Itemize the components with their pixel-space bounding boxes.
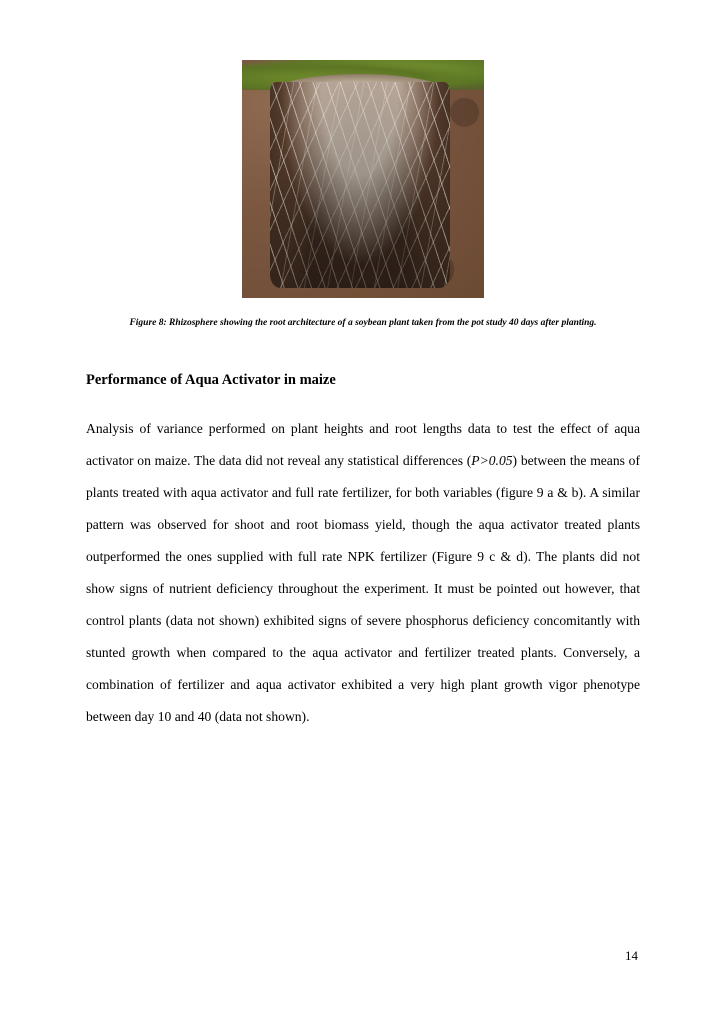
root-ball <box>270 82 450 288</box>
paragraph-text-part-2: ) between the means of plants treated with aqua activator and full rate fertilizer, for both variables (figure 9 a & b). A similar pattern was observed for shoot and root biomass yield, though the aqua activator treated plants outperformed the ones supplied with full rate NPK fertilizer (Figure 9 c & d). The plants did not show signs of nutrient deficiency throughout the experiment. It must be pointed out however, that control plants (data not shown) exhibited signs of severe phosphorus deficiency concomitantly with stunted growth when compared to the aqua activator and fertilizer treated plants. Conversely, a combination of fertilizer and aqua activator exhibited a very high plant growth vigor phenotype between day 10 and 40 (data not shown). <box>86 453 640 724</box>
p-value-italic: P>0.05 <box>471 453 513 468</box>
figure-8 <box>86 60 640 330</box>
page-content <box>86 60 640 747</box>
section-heading: Performance of Aqua Activator in maize <box>86 372 336 388</box>
figure-caption: Figure 8: Rhizosphere showing the root architecture of a soybean plant taken from the pot study 40 days after planting. <box>129 318 597 328</box>
rhizosphere-photograph <box>242 60 484 298</box>
paragraph-text-part-1: Analysis of variance performed on plant heights and root lengths data to test the effect of aqua activator on maize. The data did not reveal any statistical differences ( <box>86 421 640 468</box>
page-number: 14 <box>625 948 638 963</box>
body-paragraph <box>86 413 640 733</box>
